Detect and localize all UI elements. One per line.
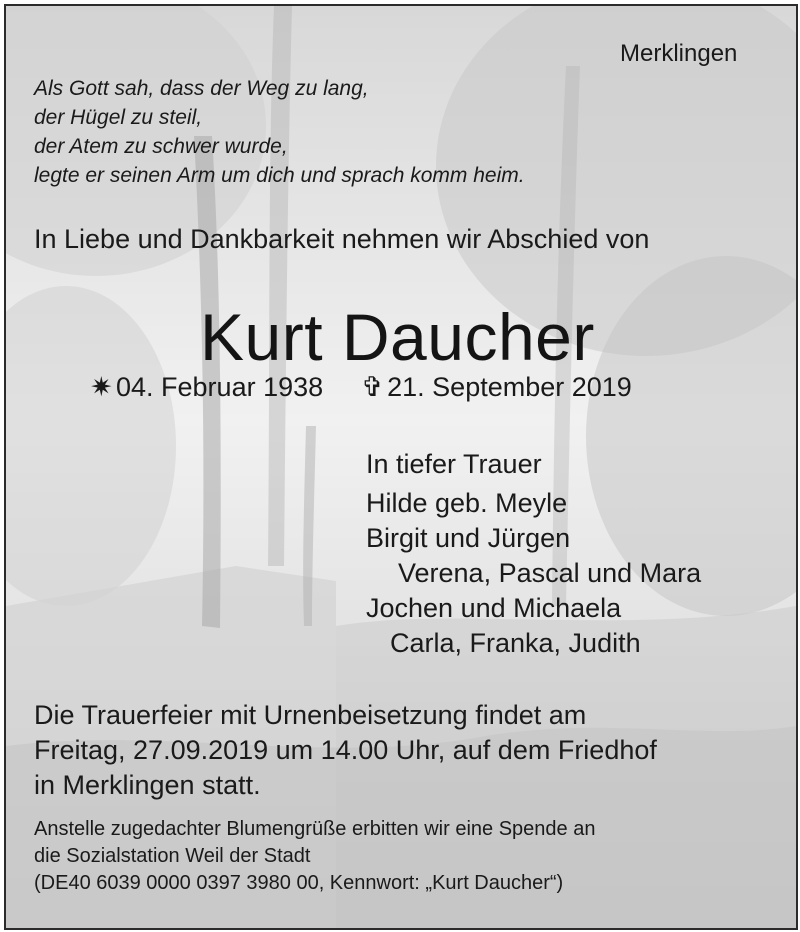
donation-line: die Sozialstation Weil der Stadt [34, 845, 311, 867]
service-line: Freitag, 27.09.2019 um 14.00 Uhr, auf dem Friedhof [34, 735, 657, 765]
obituary-card [4, 4, 798, 930]
mourners-heading: In tiefer Trauer [366, 449, 542, 479]
birth-date: 04. Februar 1938 [116, 372, 324, 402]
poem [34, 74, 525, 190]
poem-line: der Atem zu schwer wurde, [34, 135, 288, 158]
birth-star-icon: ✷ [90, 372, 113, 402]
mourners-block [366, 447, 701, 661]
death-date: 21. September 2019 [387, 372, 632, 402]
mourner-line: Carla, Franka, Judith [390, 628, 641, 658]
donation-note [34, 816, 595, 897]
donation-line: (DE40 6039 0000 0397 3980 00, Kennwort: „Kurt Daucher“) [34, 872, 564, 894]
poem-line: legte er seinen Arm um dich und sprach komm heim. [34, 164, 525, 187]
mourner-line: Jochen und Michaela [366, 593, 622, 623]
location-label: Merklingen [620, 40, 738, 67]
poem-line: Als Gott sah, dass der Weg zu lang, [34, 77, 369, 100]
deceased-name: Kurt Daucher [200, 300, 595, 374]
mourner-line: Verena, Pascal und Mara [398, 558, 702, 588]
mourner-line: Birgit und Jürgen [366, 523, 571, 553]
death-cross-icon: ✞ [361, 372, 384, 402]
service-line: in Merklingen statt. [34, 770, 261, 800]
poem-line: der Hügel zu steil, [34, 106, 203, 129]
service-line: Die Trauerfeier mit Urnenbeisetzung findet am [34, 700, 587, 730]
life-dates [90, 372, 632, 403]
donation-line: Anstelle zugedachter Blumengrüße erbitten wir eine Spende an [34, 818, 596, 840]
intro-text: In Liebe und Dankbarkeit nehmen wir Abschied von [34, 224, 650, 254]
mourner-line: Hilde geb. Meyle [366, 488, 568, 518]
service-info [34, 698, 657, 803]
